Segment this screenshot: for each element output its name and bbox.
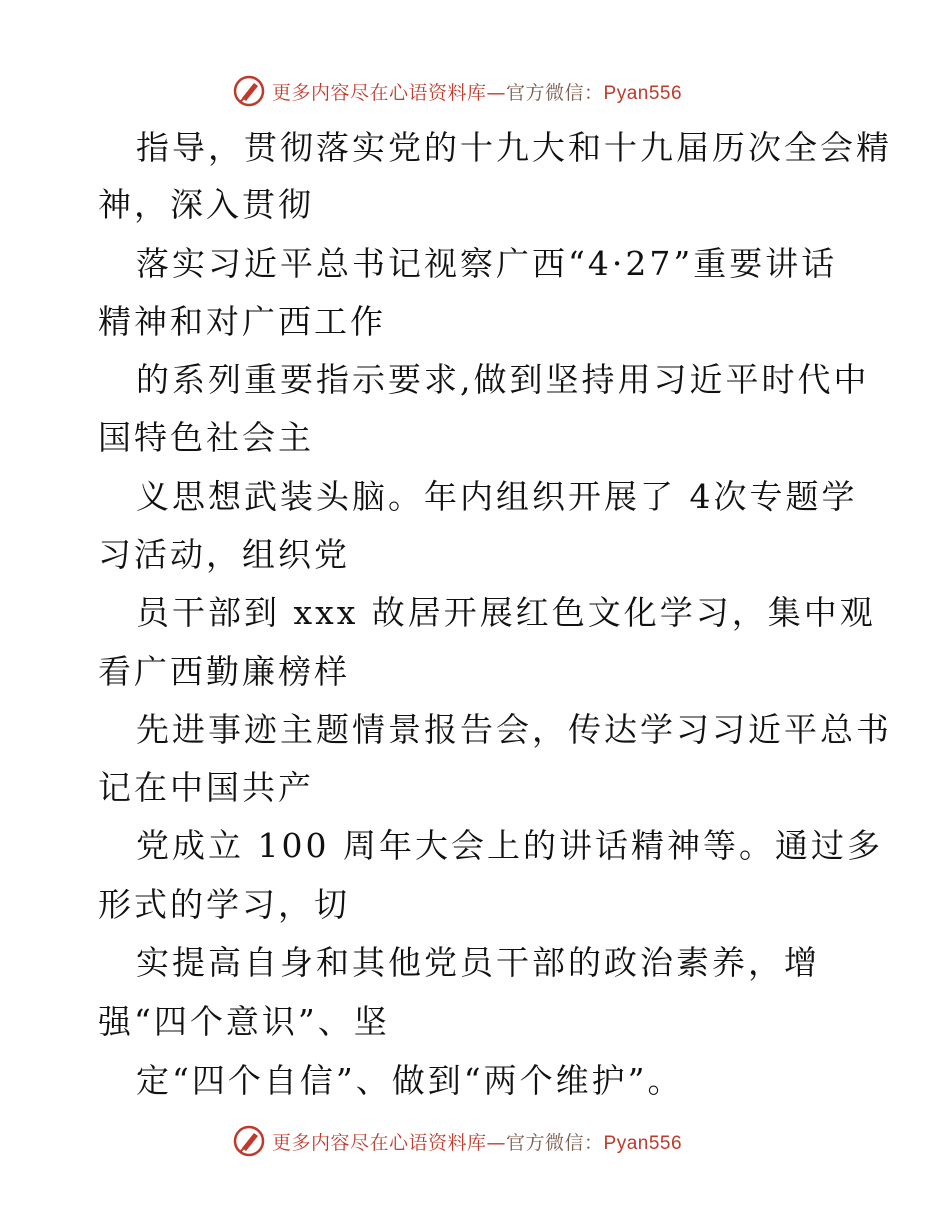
- paragraph-line: 的系列重要指示要求,做到坚持用习近平时代中: [136, 360, 870, 399]
- paragraph-line: 员干部到 xxx 故居开展红色文化学习，集中观: [136, 593, 876, 632]
- watermark-wechat-id: Pyan556: [603, 1133, 683, 1154]
- paragraph-line: 义思想武装头脑。年内组织开展了 4次专题学: [136, 477, 858, 516]
- watermark-separator: —: [486, 1132, 507, 1154]
- watermark-banner-bottom: [0, 1120, 950, 1160]
- paragraph-line: 国特色社会主: [98, 418, 314, 457]
- paragraph-line: 定“四个自信”、做到“两个维护”。: [136, 1061, 684, 1100]
- watermark-separator: —: [486, 82, 507, 104]
- paragraph-line: 形式的学习，切: [98, 885, 350, 924]
- paragraph-line: 党成立 100 周年大会上的讲话精神等。通过多: [136, 826, 883, 865]
- watermark-text: [272, 1128, 682, 1155]
- paragraph-line: 落实习近平总书记视察广西“4·27”重要讲话: [136, 244, 838, 283]
- paragraph-line: 神，深入贯彻: [98, 185, 314, 224]
- paragraph-line: 看广西勤廉榜样: [98, 652, 350, 691]
- paragraph-line: 记在中国共产: [98, 768, 314, 807]
- watermark-banner-top: [0, 70, 950, 110]
- watermark-wechat-label: 官方微信：: [506, 82, 604, 104]
- paragraph-line: 先进事迹主题情景报告会，传达学习习近平总书: [136, 710, 892, 749]
- watermark-text: [272, 78, 682, 105]
- watermark-site-text: 更多内容尽在心语资料库: [272, 82, 487, 104]
- watermark-wechat-id: Pyan556: [603, 83, 683, 104]
- paragraph-line: 指导，贯彻落实党的十九大和十九届历次全会精: [136, 128, 892, 167]
- pen-nib-logo-icon: [232, 1124, 266, 1158]
- watermark-wechat-label: 官方微信：: [506, 1132, 604, 1154]
- paragraph-line: 实提高自身和其他党员干部的政治素养，增: [136, 943, 820, 982]
- paragraph-line: 强“四个意识”、坚: [98, 1002, 390, 1041]
- pen-nib-logo-icon: [232, 74, 266, 108]
- paragraph-line: 精神和对广西工作: [98, 302, 386, 341]
- watermark-site-text: 更多内容尽在心语资料库: [272, 1132, 487, 1154]
- paragraph-line: 习活动，组织党: [98, 535, 350, 574]
